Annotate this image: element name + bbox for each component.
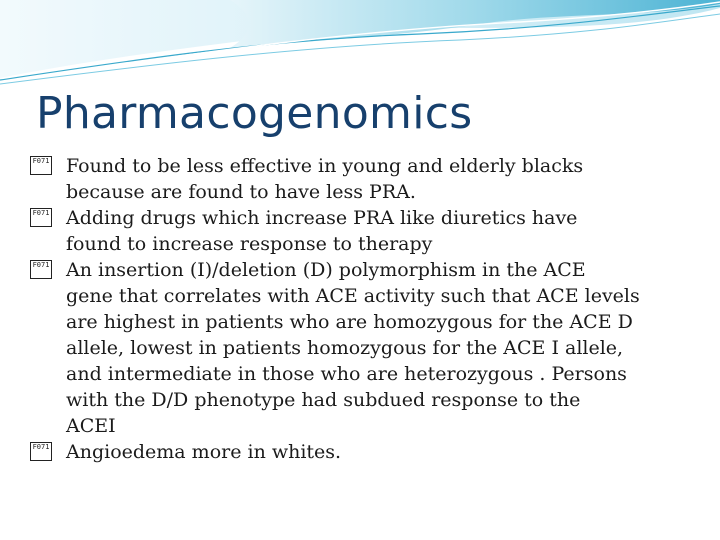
bullet-text: Adding drugs which increase PRA like diuretics have — [66, 207, 578, 229]
bullet-text: found to increase response to therapy — [66, 233, 433, 255]
bullet-text: and intermediate in those who are heterozygous . Persons — [66, 363, 627, 385]
bullet-text: are highest in patients who are homozygous for the ACE D — [66, 311, 633, 333]
bullet-text: Found to be less effective in young and elderly blacks — [66, 155, 584, 177]
bullet-text: with the D/D phenotype had subdued response to the — [66, 389, 581, 411]
bullet-glyph-icon: F071 — [30, 156, 52, 175]
bullet-text: because are found to have less PRA. — [66, 181, 416, 203]
bullet-text: gene that correlates with ACE activity such that ACE levels — [66, 285, 640, 307]
wave-decoration — [0, 0, 720, 90]
bullet-text: ACEI — [66, 415, 116, 437]
bullet-item — [30, 439, 700, 465]
bullet-list — [30, 153, 700, 465]
bullet-item — [30, 205, 700, 257]
bullet-glyph-icon: F071 — [30, 260, 52, 279]
bullet-item — [30, 153, 700, 205]
bullet-text: An insertion (I)/deletion (D) polymorphism in the ACE — [66, 259, 586, 281]
bullet-text: allele, lowest in patients homozygous for the ACE I allele, — [66, 337, 624, 359]
slide-title: Pharmacogenomics — [36, 88, 473, 139]
bullet-text: Angioedema more in whites. — [66, 441, 342, 463]
bullet-glyph-icon: F071 — [30, 442, 52, 461]
bullet-glyph-icon: F071 — [30, 208, 52, 227]
bullet-item — [30, 257, 700, 439]
